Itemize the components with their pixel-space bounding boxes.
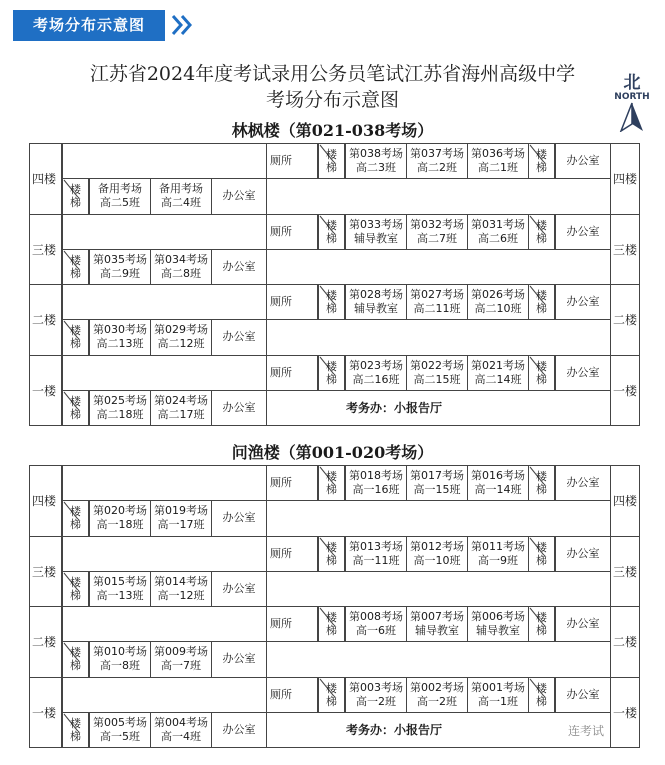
room-class: 高一15班 [413, 483, 461, 497]
room-number: 第025考场 [93, 393, 147, 407]
office-label: 办公室 [566, 154, 600, 168]
exam-office-note: 考务办：小报告厅 [346, 722, 443, 737]
stair-label-top: 楼 [70, 253, 81, 267]
office-north [555, 465, 611, 501]
exam-room [89, 571, 151, 607]
office-label: 办公室 [222, 511, 256, 525]
room-class: 高二7班 [417, 231, 457, 245]
stairs-north-west [318, 284, 345, 320]
room-number: 备用考场 [98, 182, 142, 196]
exam-room [406, 677, 468, 713]
stair-label-bottom: 梯 [536, 553, 547, 567]
floor-label-right: 二楼 [613, 313, 638, 328]
office-label: 办公室 [222, 330, 256, 344]
room-number: 第002考场 [410, 680, 464, 694]
stairs-south [62, 390, 89, 426]
stair-label-top: 楼 [536, 681, 547, 695]
stairs-south [62, 712, 89, 748]
office-north [555, 606, 611, 642]
exam-room [345, 284, 407, 320]
exam-room [345, 465, 407, 501]
exam-room [89, 712, 151, 748]
floor-label-right: 一楼 [613, 705, 638, 720]
floor-label-right: 三楼 [613, 242, 638, 257]
stairs-south [62, 641, 89, 677]
office-label: 办公室 [222, 652, 256, 666]
room-number: 第001考场 [471, 680, 525, 694]
exam-room [89, 641, 151, 677]
stair-label-bottom: 梯 [536, 372, 547, 386]
floor-label-left: 二楼 [32, 313, 57, 328]
office-label: 办公室 [566, 224, 600, 238]
office-label: 办公室 [222, 722, 256, 736]
north-char: 北 [623, 73, 641, 93]
room-number: 第029考场 [154, 323, 208, 337]
stair-label-top: 楼 [70, 183, 81, 197]
stair-label-bottom: 梯 [536, 483, 547, 497]
office-south [211, 249, 267, 285]
stair-label-bottom: 梯 [536, 231, 547, 245]
exam-room [150, 500, 212, 536]
header-tag [13, 10, 165, 41]
room-class: 高二6班 [478, 231, 518, 245]
office-label: 办公室 [566, 295, 600, 309]
office-north [555, 677, 611, 713]
room-class: 高二10班 [474, 302, 522, 316]
office-label: 办公室 [566, 546, 600, 560]
stairs-north-east [528, 214, 555, 250]
stair-label-bottom: 梯 [70, 518, 81, 532]
toilet [266, 536, 318, 572]
exam-room [406, 355, 468, 391]
toilet [266, 214, 318, 250]
stair-label-top: 楼 [536, 218, 547, 232]
office-north [555, 536, 611, 572]
floor-label-left: 一楼 [32, 383, 57, 398]
stair-label-bottom: 梯 [326, 231, 337, 245]
office-south [211, 178, 267, 214]
office-label: 办公室 [566, 476, 600, 490]
stair-label-top: 楼 [70, 505, 81, 519]
toilet [266, 284, 318, 320]
room-class: 高二11班 [413, 302, 461, 316]
office-south [211, 319, 267, 355]
stair-label-top: 楼 [536, 611, 547, 625]
stairs-north-west [318, 606, 345, 642]
stairs-north-east [528, 677, 555, 713]
stair-label-bottom: 梯 [326, 302, 337, 316]
double-chevron-icon [170, 12, 196, 38]
office-label: 办公室 [222, 259, 256, 273]
exam-room [406, 143, 468, 179]
exam-room [89, 178, 151, 214]
room-number: 第011考场 [471, 539, 525, 553]
room-class: 高一10班 [413, 553, 461, 567]
stair-label-top: 楼 [326, 289, 337, 303]
room-class: 高一16班 [352, 483, 400, 497]
exam-room [467, 606, 529, 642]
exam-room [150, 178, 212, 214]
exam-room [345, 536, 407, 572]
building-title: 问渔楼（第001-020考场） [231, 443, 434, 462]
floor-label-left: 四楼 [32, 494, 57, 509]
room-class: 高二1班 [478, 161, 518, 175]
room-class: 高一9班 [478, 553, 518, 567]
stairs-north-west [318, 465, 345, 501]
room-number: 第012考场 [410, 539, 464, 553]
floor-label-left: 四楼 [32, 172, 57, 187]
floor-label-left: 三楼 [32, 564, 57, 579]
office-label: 办公室 [566, 365, 600, 379]
exam-room [406, 536, 468, 572]
room-class: 高一2班 [356, 694, 396, 708]
stair-label-bottom: 梯 [326, 483, 337, 497]
room-class: 高一14班 [474, 483, 522, 497]
exam-room [150, 319, 212, 355]
stairs-north-west [318, 677, 345, 713]
room-class: 高一5班 [100, 729, 140, 743]
room-class: 高二18班 [96, 407, 144, 421]
floor-label-right: 四楼 [613, 494, 638, 509]
exam-room [467, 143, 529, 179]
room-class: 高二5班 [100, 196, 140, 210]
room-class: 高一11班 [352, 553, 400, 567]
exam-room [150, 390, 212, 426]
stair-label-bottom: 梯 [326, 372, 337, 386]
stairs-north-east [528, 284, 555, 320]
floor-label-left: 二楼 [32, 635, 57, 650]
exam-room [150, 641, 212, 677]
room-number: 第013考场 [349, 539, 403, 553]
exam-room [467, 214, 529, 250]
stair-label-bottom: 梯 [326, 553, 337, 567]
stair-label-top: 楼 [326, 359, 337, 373]
room-number: 第034考场 [154, 252, 208, 266]
stair-label-top: 楼 [536, 540, 547, 554]
office-label: 办公室 [222, 189, 256, 203]
room-class: 高二13班 [96, 337, 144, 351]
room-class: 高二16班 [352, 372, 400, 386]
watermark: 连考试 [568, 724, 605, 738]
exam-room [150, 712, 212, 748]
exam-room [406, 465, 468, 501]
stair-label-bottom: 梯 [70, 659, 81, 673]
room-class: 辅导教室 [476, 624, 520, 638]
stairs-north-east [528, 606, 555, 642]
room-class: 高二2班 [417, 161, 457, 175]
room-number: 第003考场 [349, 680, 403, 694]
room-class: 高二14班 [474, 372, 522, 386]
floor-label-left: 三楼 [32, 242, 57, 257]
exam-room [345, 677, 407, 713]
floor-label-right: 四楼 [613, 172, 638, 187]
exam-office-note: 考务办：小报告厅 [346, 400, 443, 415]
room-number: 第024考场 [154, 393, 208, 407]
stair-label-top: 楼 [70, 324, 81, 338]
room-number: 第030考场 [93, 323, 147, 337]
office-south [211, 641, 267, 677]
exam-room [345, 606, 407, 642]
room-number: 备用考场 [159, 182, 203, 196]
toilet [266, 465, 318, 501]
room-number: 第026考场 [471, 288, 525, 302]
room-number: 第005考场 [93, 715, 147, 729]
exam-room [89, 500, 151, 536]
floor-label-right: 一楼 [613, 383, 638, 398]
floor-label-right: 三楼 [613, 564, 638, 579]
stair-label-bottom: 梯 [536, 161, 547, 175]
office-north [555, 355, 611, 391]
room-number: 第033考场 [349, 217, 403, 231]
toilet-label: 厕所 [270, 154, 292, 168]
toilet [266, 606, 318, 642]
stairs-north-east [528, 465, 555, 501]
room-number: 第007考场 [410, 610, 464, 624]
room-number: 第009考场 [154, 645, 208, 659]
room-class: 高一13班 [96, 588, 144, 602]
toilet-label: 厕所 [270, 365, 292, 379]
room-number: 第020考场 [93, 504, 147, 518]
office-north [555, 284, 611, 320]
room-class: 高一8班 [100, 659, 140, 673]
exam-room [345, 355, 407, 391]
room-number: 第022考场 [410, 358, 464, 372]
stair-label-top: 楼 [536, 289, 547, 303]
office-south [211, 571, 267, 607]
stairs-south [62, 571, 89, 607]
room-number: 第027考场 [410, 288, 464, 302]
room-class: 高二8班 [161, 266, 201, 280]
room-number: 第015考场 [93, 574, 147, 588]
stair-label-bottom: 梯 [70, 729, 81, 743]
stair-label-top: 楼 [326, 148, 337, 162]
room-class: 高一1班 [478, 694, 518, 708]
room-class: 高一12班 [157, 588, 205, 602]
room-class: 高二9班 [100, 266, 140, 280]
stair-label-bottom: 梯 [70, 588, 81, 602]
exam-room [89, 319, 151, 355]
stair-label-top: 楼 [536, 148, 547, 162]
exam-room [345, 214, 407, 250]
stair-label-bottom: 梯 [70, 337, 81, 351]
exam-room [467, 355, 529, 391]
stair-label-bottom: 梯 [536, 694, 547, 708]
stair-label-bottom: 梯 [70, 407, 81, 421]
office-south [211, 500, 267, 536]
stairs-north-west [318, 536, 345, 572]
room-number: 第006考场 [471, 610, 525, 624]
floor-label-left: 一楼 [32, 705, 57, 720]
room-class: 高一4班 [161, 729, 201, 743]
stair-label-top: 楼 [70, 575, 81, 589]
stair-label-top: 楼 [70, 394, 81, 408]
room-number: 第019考场 [154, 504, 208, 518]
toilet-label: 厕所 [270, 687, 292, 701]
stair-label-top: 楼 [326, 540, 337, 554]
exam-room [406, 214, 468, 250]
stairs-north-east [528, 143, 555, 179]
toilet [266, 355, 318, 391]
office-north [555, 143, 611, 179]
exam-room [406, 284, 468, 320]
north-label: NORTH [614, 92, 650, 102]
toilet [266, 143, 318, 179]
doc-title-line1: 江苏省2024年度考试录用公务员笔试江苏省海州高级中学 [89, 63, 576, 85]
room-class: 辅导教室 [415, 624, 459, 638]
exam-room [89, 390, 151, 426]
exam-room [345, 143, 407, 179]
office-label: 办公室 [566, 617, 600, 631]
stairs-north-west [318, 143, 345, 179]
stair-label-bottom: 梯 [536, 302, 547, 316]
office-label: 办公室 [222, 581, 256, 595]
stairs-north-east [528, 355, 555, 391]
stair-label-bottom: 梯 [326, 694, 337, 708]
room-number: 第004考场 [154, 715, 208, 729]
room-number: 第014考场 [154, 574, 208, 588]
office-label: 办公室 [566, 687, 600, 701]
room-class: 高二17班 [157, 407, 205, 421]
room-number: 第017考场 [410, 469, 464, 483]
floor-label-right: 二楼 [613, 635, 638, 650]
room-number: 第010考场 [93, 645, 147, 659]
room-class: 辅导教室 [354, 231, 398, 245]
room-number: 第018考场 [349, 469, 403, 483]
stairs-south [62, 500, 89, 536]
room-class: 高二12班 [157, 337, 205, 351]
stair-label-top: 楼 [536, 359, 547, 373]
office-label: 办公室 [222, 400, 256, 414]
stairs-south [62, 178, 89, 214]
exam-room [150, 571, 212, 607]
stair-label-bottom: 梯 [536, 624, 547, 638]
room-class: 高一7班 [161, 659, 201, 673]
toilet-label: 厕所 [270, 224, 292, 238]
exam-room [89, 249, 151, 285]
stairs-north-east [528, 536, 555, 572]
toilet [266, 677, 318, 713]
stairs-south [62, 319, 89, 355]
room-number: 第023考场 [349, 358, 403, 372]
room-number: 第035考场 [93, 252, 147, 266]
room-number: 第036考场 [471, 147, 525, 161]
stair-label-top: 楼 [70, 716, 81, 730]
toilet-label: 厕所 [270, 546, 292, 560]
exam-room [150, 249, 212, 285]
stair-label-top: 楼 [536, 470, 547, 484]
room-class: 高一6班 [356, 624, 396, 638]
header-tag-label: 考场分布示意图 [32, 16, 145, 34]
room-class: 高一18班 [96, 518, 144, 532]
room-number: 第021考场 [471, 358, 525, 372]
office-south [211, 390, 267, 426]
room-number: 第028考场 [349, 288, 403, 302]
room-class: 高二3班 [356, 161, 396, 175]
stairs-north-west [318, 355, 345, 391]
room-number: 第038考场 [349, 147, 403, 161]
stairs-south [62, 249, 89, 285]
office-south [211, 712, 267, 748]
room-number: 第031考场 [471, 217, 525, 231]
room-class: 高二4班 [161, 196, 201, 210]
stairs-north-west [318, 214, 345, 250]
room-number: 第037考场 [410, 147, 464, 161]
stair-label-bottom: 梯 [70, 196, 81, 210]
building-title: 林枫楼（第021-038考场） [231, 121, 434, 140]
toilet-label: 厕所 [270, 476, 292, 490]
exam-room [406, 606, 468, 642]
exam-room [467, 465, 529, 501]
room-number: 第032考场 [410, 217, 464, 231]
room-class: 高一2班 [417, 694, 457, 708]
doc-title-line2: 考场分布示意图 [265, 89, 399, 111]
stair-label-bottom: 梯 [326, 161, 337, 175]
room-class: 高二15班 [413, 372, 461, 386]
stair-label-top: 楼 [326, 611, 337, 625]
stair-label-bottom: 梯 [70, 266, 81, 280]
exam-room [467, 677, 529, 713]
exam-room [467, 536, 529, 572]
stair-label-top: 楼 [70, 646, 81, 660]
exam-room [467, 284, 529, 320]
office-north [555, 214, 611, 250]
room-class: 高一17班 [157, 518, 205, 532]
toilet-label: 厕所 [270, 295, 292, 309]
stair-label-bottom: 梯 [326, 624, 337, 638]
room-class: 辅导教室 [354, 302, 398, 316]
stair-label-top: 楼 [326, 681, 337, 695]
stair-label-top: 楼 [326, 470, 337, 484]
room-number: 第016考场 [471, 469, 525, 483]
room-number: 第008考场 [349, 610, 403, 624]
toilet-label: 厕所 [270, 617, 292, 631]
stair-label-top: 楼 [326, 218, 337, 232]
